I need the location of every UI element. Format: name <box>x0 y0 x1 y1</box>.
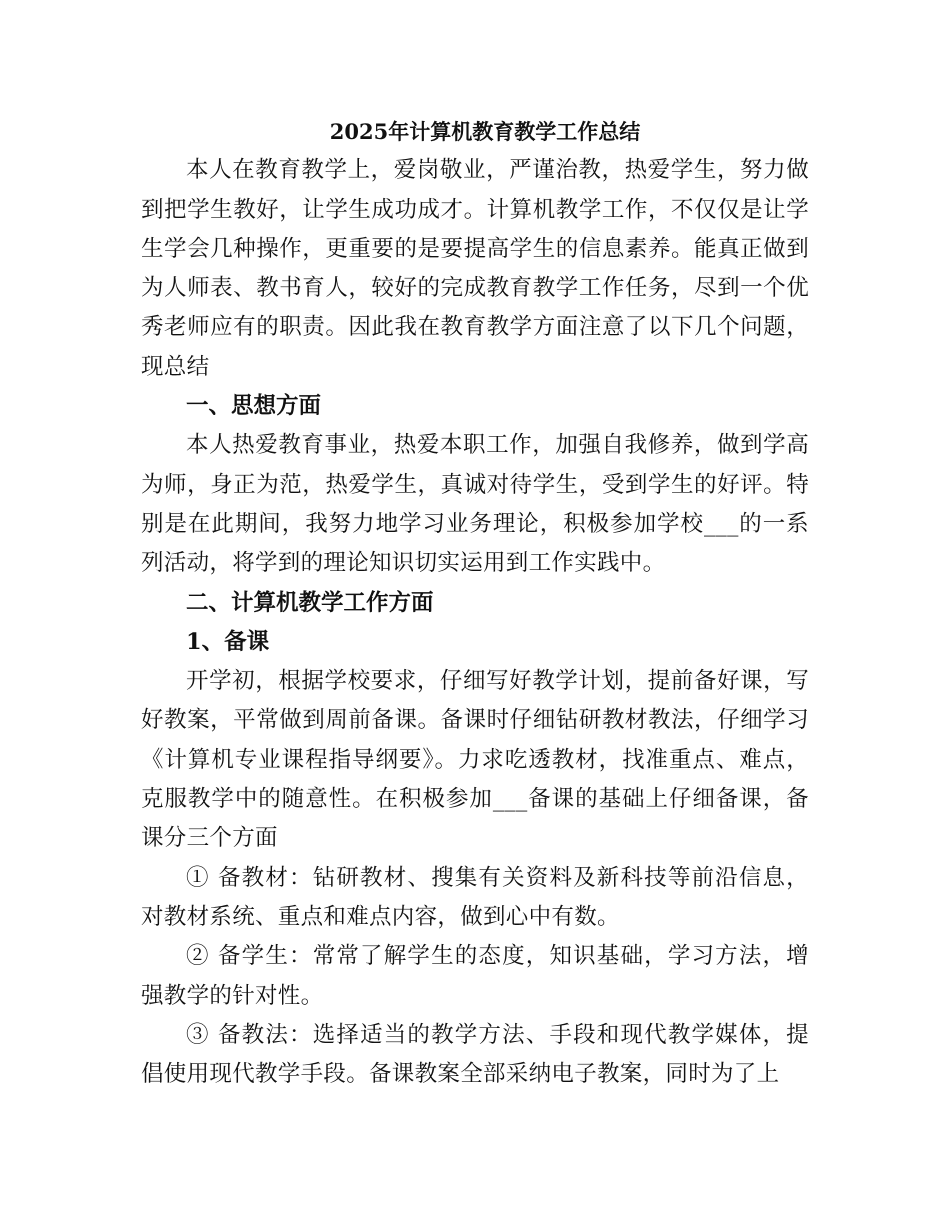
section-heading-thought: 一、思想方面 <box>186 393 322 420</box>
list-item-materials: ① 备教材：钻研教材、搜集有关资料及新科技等前沿信息，对教材系统、重点和难点内容，做到心中有数。 <box>141 864 809 930</box>
list-item-methods: ③ 备教法：选择适当的教学方法、手段和现代教学媒体，提倡使用现代教学手段。备课教案全部采纳电子教案，同时为了上 <box>141 1021 809 1088</box>
subsection-paragraph-lesson-prep: 开学初，根据学校要求，仔细写好教学计划，提前备好课，写好教案，平常做到周前备课。备课时仔细钻研教材教法，仔细学习《计算机专业课程指导纲要》。力求吃透教材，找准重点、难点，克服教学中的随意性。在积极参加___备课的基础上仔细备课，备课分三个方面 <box>141 668 809 852</box>
document-body <box>141 112 809 1094</box>
subsection-heading-lesson-prep: 1、备课 <box>186 628 270 655</box>
section-heading-teaching: 二、计算机教学工作方面 <box>186 589 434 616</box>
section-paragraph-thought: 本人热爱教育事业，热爱本职工作，加强自我修养，做到学高为师，身正为范，热爱学生，真诚对待学生，受到学生的好评。特别是在此期间，我努力地学习业务理论，积极参加学校___的一系列活动，将学到的理论知识切实运用到工作实践中。 <box>141 432 809 577</box>
intro-paragraph: 本人在教育教学上，爱岗敬业，严谨治教，热爱学生，努力做到把学生教好，让学生成功成才。计算机教学工作，不仅仅是让学生学会几种操作，更重要的是要提高学生的信息素养。能真正做到为人师表、教书育人，较好的完成教育教学工作任务，尽到一个优秀老师应有的职责。因此我在教育教学方面注意了以下几个问题，现总结 <box>141 157 809 380</box>
document-title: 2025年计算机教育教学工作总结 <box>329 119 641 144</box>
list-item-students: ② 备学生：常常了解学生的态度，知识基础，学习方法，增强教学的针对性。 <box>141 943 809 1009</box>
